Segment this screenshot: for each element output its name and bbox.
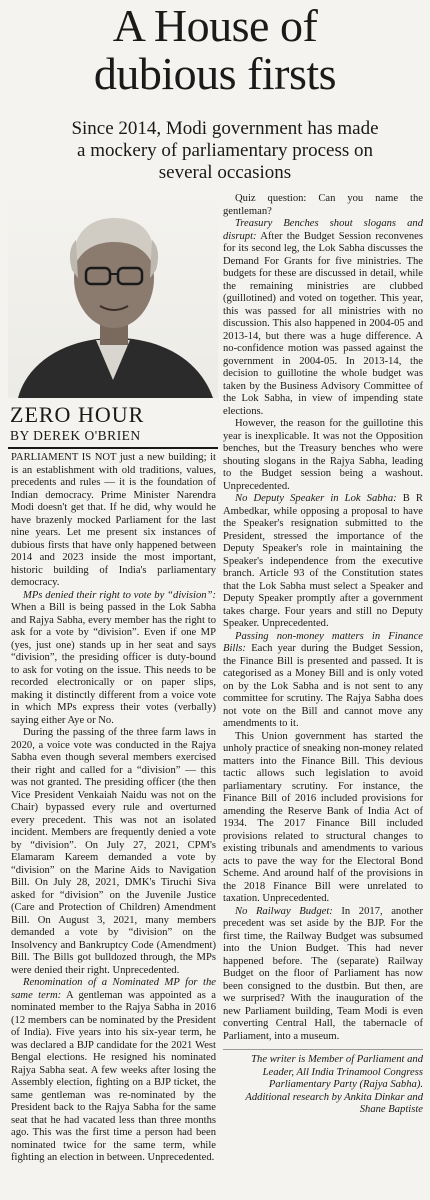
byline: BY DEREK O'BRIEN bbox=[10, 428, 141, 443]
subhead-lead: No Railway Budget: bbox=[235, 905, 333, 917]
paragraph-text: However, the reason for the guillotine this year is inexplicable. It was not the Opposition benches, but the Treasury benches who were shouting slogans in the Rajya Sabha, leading to the Budget session being a washout. Unprecedented. bbox=[223, 418, 423, 492]
paragraph-text: A gentleman was appointed as a nominated member to the Rajya Sabha in 2016 (12 members can be nominated by the President of India). Five years into his six-year term, he was declared a BJP candidate for the 2021 West Bengal elections. He resigned his nominated Rajya Sabha seat. A few weeks after losing the Assembly election, fighting on a BJP ticket, the same gentleman was re-nominated by the President back to the Rajya Sabha for the same seat that he had vacated less than three months ago. This was the first time a person had been nominated twice for the same term, while fighting an election in between. Unprecedented. bbox=[11, 989, 216, 1163]
subhead-lead: MPs denied their right to vote by “division”: bbox=[23, 589, 216, 601]
right-column bbox=[223, 193, 423, 1117]
subhead-lead: Passing non-money matters in Finance Bills: bbox=[223, 630, 423, 654]
author-photo bbox=[8, 190, 218, 398]
article-paragraph bbox=[223, 218, 423, 418]
headline bbox=[0, 2, 430, 98]
paragraph-text: After the Budget Session reconvenes for its second leg, the Lok Sabha discusses the Demand For Grants for five ministries. The budgets for these are discussed in detail, while the remaining ministries are clubbed (guillotined) and voted on together. This year, this was passed for all ministries with no discussion. This also happened in 2004-05 and 2013-14, but there was a huge difference. A no-confidence motion was passed against the government in 2004-05. In 2013-14, the decision to guillotine the whole budget was taken by the Business Advisory Committee of the Lok Sabha, in view of impending state elections. bbox=[223, 230, 423, 417]
article-paragraph bbox=[11, 727, 216, 977]
byline-rule bbox=[8, 447, 218, 449]
paragraph-text: Quiz question: Can you name the gentleman? bbox=[223, 193, 423, 217]
paragraph-text: B R Ambedkar, while opposing a proposal to have the Speaker's resignation submitted to the President, stressed the importance of the Deputy Speaker's role in maintaining the Speaker's independence from the executive branch. Article 93 of the Constitution states that the Lok Sabha must select a Speaker and Deputy Speaker promptly after a government takes charge. Four years and still no Deputy Speaker. Unprecedented. bbox=[223, 493, 423, 629]
article-paragraph bbox=[11, 977, 216, 1165]
subhead-lead: No Deputy Speaker in Lok Sabha: bbox=[235, 493, 397, 504]
subhead-lead: Treasury Benches shout slogans and disrupt: bbox=[223, 218, 423, 242]
article-paragraph bbox=[11, 590, 216, 728]
paragraph-text: During the passing of the three farm laws in 2020, a voice vote was conducted in the Rajya Sabha even though several members exercised their right and called for a “division” — this was not granted. The presiding officer (the then Vice President Venkaiah Naidu was not on the Chair) bypassed every rule and overturned every precedent. This was not an isolated incident. Members are frequently denied a vote by “division”. On July 27, 2021, CPM's Elamaram Kareem demanded a vote by “division” on the Marine Aids to Navigation Bill. On July 28, 2021, DMK's Tiruchi Siva asked for “division” on the Juvenile Justice (Care and Protection of Children) Amendment Bill. On August 3, 2021, many members demanded a vote by “division” on the Insolvency and Bankruptcy Code (Amendment) Bill. The Bills got bulldozed through, the MPs were denied their right. Unprecedented. bbox=[11, 727, 216, 976]
deck: Since 2014, Modi government has made a mockery of parliamentary process on several occasions bbox=[71, 118, 379, 183]
article-paragraph bbox=[223, 631, 423, 731]
author-note bbox=[223, 1054, 423, 1117]
paragraph-text: This Union government has started the unholy practice of sneaking non-money related matters into the Finance Bill. This devious tactic allows such legislation to avoid parliamentary scrutiny. For instance, the Finance Bill of 2016 included provisions for amending the Reserve Bank of India Act of 1934. The 2017 Finance Bill included provisions related to structural changes to existing tribunals and amendments to various acts to pave the way for the Electoral Bond Scheme. And around half of the provisions in the 2018 Finance Bill were unrelated to taxation. Unprecedented. bbox=[223, 730, 423, 904]
article-paragraph bbox=[223, 418, 423, 493]
article-paragraph bbox=[223, 906, 423, 1044]
paragraph-text: Each year during the Budget Session, the Finance Bill is presented and passed. It is categorised as a Money Bill and is only voted on by the Lok Sabha and is not sent to any committee for scrutiny. The Rajya Sabha does not vote on the Bill and cannot move any amendments to it. bbox=[223, 643, 423, 729]
headline-line-1: A House of bbox=[112, 0, 318, 51]
paragraph-text: PARLIAMENT IS NOT just a new building; it is an establishment with old traditions, values, precedents and rules — it is the foundation of Indian democracy. Prime Minister Narendra Modi doesn't get that. If he did, why would he have brazenly mocked Parliament for the last nine years. Let me present six instances of dubious firsts that have only happened between 2014 and 2023 inside the most important, historic building of India's parliamentary democracy. bbox=[11, 452, 216, 588]
subhead-lead: Renomination of a Nominated MP for the same term: bbox=[11, 977, 216, 1001]
column-name: ZERO HOUR bbox=[10, 402, 145, 427]
footer-separator bbox=[223, 1049, 423, 1050]
paragraph-text: When a Bill is being passed in the Lok Sabha and Rajya Sabha, every member has the right to ask for a vote by “division”. Even if one MP (yes, just one) stands up in her seat and says “division”, the presiding officer is duty-bound to ask for voting on the issue. This needs to be recorded electronically or on paper slips, making it distinctly different from a voice vote in which MPs express their votes (verbally) saying either Aye or No. bbox=[11, 602, 216, 726]
author-note-text: The writer is Member of Parliament and Leader, All India Trinamool Congress Parliamentary Party (Rajya Sabha). Additional research by Ankita Dinkar and Shane Baptiste bbox=[245, 1054, 423, 1115]
headline-line-2: dubious firsts bbox=[93, 48, 337, 99]
left-column bbox=[11, 452, 216, 1165]
article-paragraph bbox=[223, 193, 423, 218]
article-paragraph bbox=[223, 731, 423, 906]
article-paragraph bbox=[223, 493, 423, 631]
article-paragraph bbox=[11, 452, 216, 590]
paragraph-text: In 2017, another precedent was set aside by the BJP. For the first time, the Railway Budget was subsumed into the Union Budget. This had never happened before. The (separate) Railway Budget on the floor of Parliament has now been consigned to the dustbin. But then, are we surprised? With the inauguration of the new Parliament building, Team Modi is even converting Central Hall, the tabernacle of Parliament, into a museum. bbox=[223, 905, 423, 1042]
